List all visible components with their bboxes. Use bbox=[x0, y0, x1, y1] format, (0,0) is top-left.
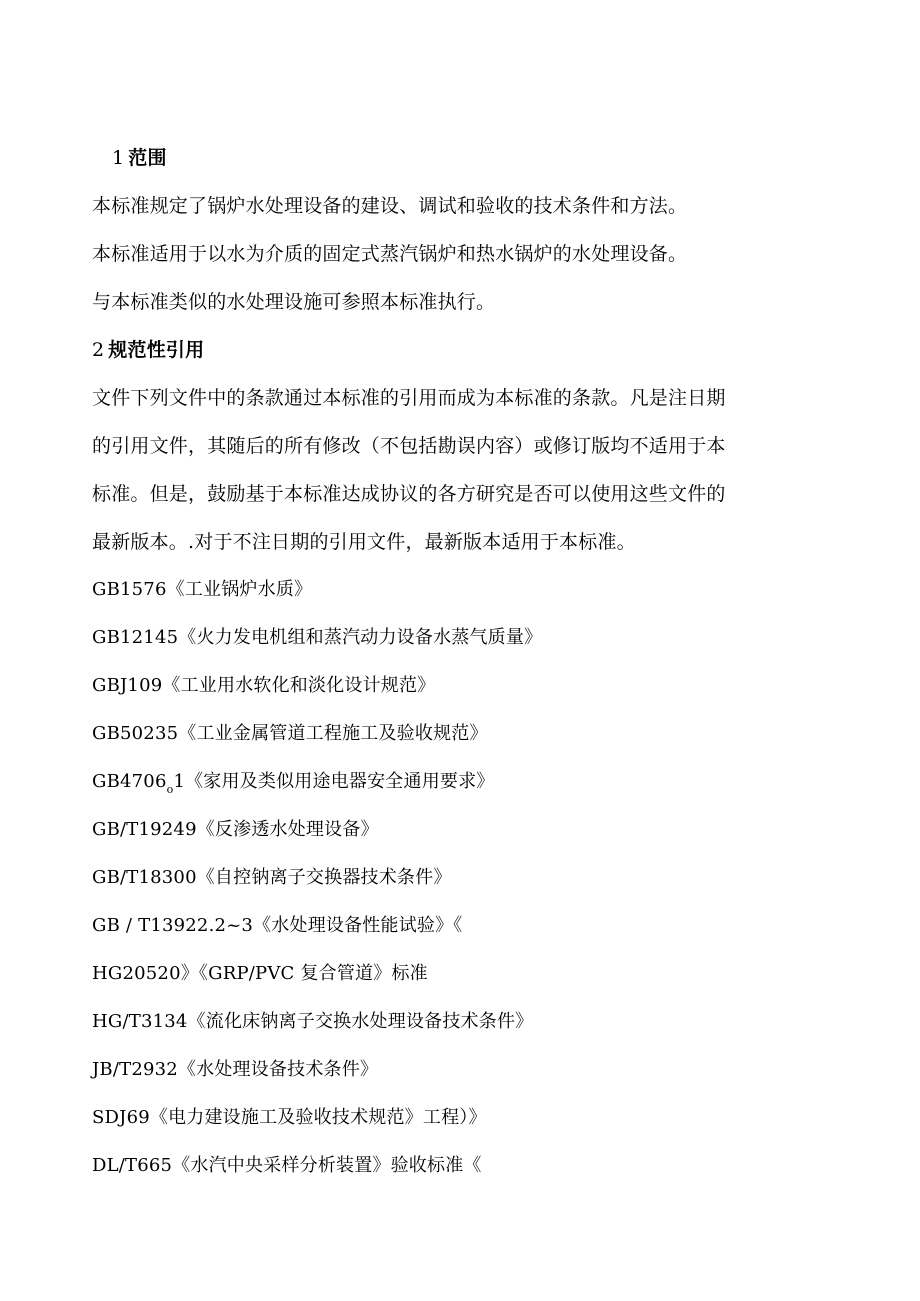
section-1-number: 1 bbox=[112, 147, 125, 169]
reference-sdj69: SDJ69《电力建设施工及验收技术规范》工程）》 bbox=[92, 1107, 487, 1128]
section-2-body-line-2: 的引用文件，其随后的所有修改（不包括勘误内容）或修订版均不适用于本 bbox=[92, 435, 726, 457]
reference-gbt13922: GB / T13922.2~3《水处理设备性能试验》《 bbox=[92, 915, 463, 936]
reference-gb4706-subscript: o bbox=[166, 783, 174, 796]
reference-hg20520: HG20520》《GRP/PVC 复合管道》标准 bbox=[92, 963, 428, 984]
section-1-paragraph-1: 本标准规定了锅炉水处理设备的建设、调试和验收的技术条件和方法。 bbox=[92, 195, 688, 217]
reference-gbj109: GBJ109《工业用水软化和淡化设计规范》 bbox=[92, 675, 436, 696]
reference-gb12145: GB12145《火力发电机组和蒸汽动力设备水蒸气质量》 bbox=[92, 627, 543, 648]
section-1-paragraph-3: 与本标准类似的水处理设施可参照本标准执行。 bbox=[92, 291, 496, 313]
reference-gb4706-prefix: GB4706 bbox=[92, 771, 167, 792]
section-2-title: 规范性引用 bbox=[108, 339, 205, 361]
section-1-title: 范围 bbox=[128, 147, 167, 169]
section-1-paragraph-2: 本标准适用于以水为介质的固定式蒸汽锅炉和热水锅炉的水处理设备。 bbox=[92, 243, 688, 265]
reference-gb4706 bbox=[92, 770, 495, 796]
reference-gbt18300: GB/T18300《自控钠离子交换器技术条件》 bbox=[92, 867, 452, 888]
reference-dlt665: DL/T665《水汽中央采样分析装置》验收标准《 bbox=[92, 1155, 482, 1176]
reference-gb4706-suffix: 1《家用及类似用途电器安全通用要求》 bbox=[173, 771, 495, 792]
section-2-heading bbox=[92, 338, 204, 362]
reference-gbt19249: GB/T19249《反渗透水处理设备》 bbox=[92, 819, 379, 840]
reference-gb50235: GB50235《工业金属管道工程施工及验收规范》 bbox=[92, 723, 488, 744]
section-2-body-line-3: 标准。但是，鼓励基于本标准达成协议的各方研究是否可以使用这些文件的 bbox=[92, 483, 726, 505]
section-2-number: 2 bbox=[92, 339, 105, 361]
section-2-body-line-1: 文件下列文件中的条款通过本标准的引用而成为本标准的条款。凡是注日期 bbox=[92, 387, 726, 409]
section-1-heading bbox=[112, 146, 167, 170]
section-2-body-line-4: 最新版本。.对于不注日期的引用文件，最新版本适用于本标准。 bbox=[92, 531, 636, 553]
reference-jbt2932: JB/T2932《水处理设备技术条件》 bbox=[92, 1059, 379, 1080]
reference-hgt3134: HG/T3134《流化床钠离子交换水处理设备技术条件》 bbox=[92, 1011, 534, 1032]
reference-gb1576: GB1576《工业锅炉水质》 bbox=[92, 579, 313, 600]
